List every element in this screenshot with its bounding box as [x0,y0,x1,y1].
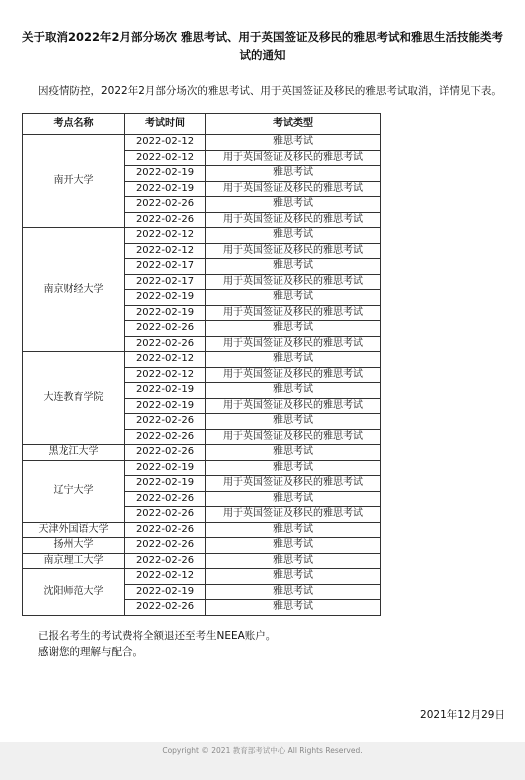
venue-name: 天津外国语大学 [23,522,125,538]
exam-type: 雅思考试 [206,584,381,600]
exam-type: 雅思考试 [206,414,381,430]
exam-type: 雅思考试 [206,290,381,306]
exam-type: 用于英国签证及移民的雅思考试 [206,476,381,492]
exam-date: 2022-02-19 [125,166,206,182]
exam-date: 2022-02-26 [125,429,206,445]
thanks-note: 感谢您的理解与配合。 [38,646,143,658]
exam-type: 用于英国签证及移民的雅思考试 [206,212,381,228]
exam-date: 2022-02-12 [125,569,206,585]
table-row [23,228,381,244]
exam-type: 用于英国签证及移民的雅思考试 [206,243,381,259]
exam-date: 2022-02-26 [125,522,206,538]
exam-type: 雅思考试 [206,522,381,538]
table-header-row [23,114,381,135]
exam-date: 2022-02-26 [125,538,206,554]
exam-type: 雅思考试 [206,166,381,182]
exam-date: 2022-02-12 [125,243,206,259]
refund-note: 已报名考生的考试费将全额退还至考生NEEA账户。 [38,630,277,642]
table-row [23,538,381,554]
header-venue: 考点名称 [23,114,125,135]
notice-date: 2021年12月29日 [420,709,505,721]
exam-date: 2022-02-26 [125,507,206,523]
table-row [23,460,381,476]
exam-type: 雅思考试 [206,538,381,554]
exam-type: 用于英国签证及移民的雅思考试 [206,429,381,445]
exam-date: 2022-02-26 [125,600,206,616]
table-row [23,569,381,585]
table-row [23,352,381,368]
exam-type: 雅思考试 [206,135,381,151]
exam-date: 2022-02-26 [125,336,206,352]
exam-type: 雅思考试 [206,460,381,476]
exam-date: 2022-02-12 [125,135,206,151]
exam-type: 用于英国签证及移民的雅思考试 [206,367,381,383]
exam-date: 2022-02-17 [125,259,206,275]
header-date: 考试时间 [125,114,206,135]
venue-name: 南京理工大学 [23,553,125,569]
exam-date: 2022-02-17 [125,274,206,290]
table-row [23,445,381,461]
exam-type: 用于英国签证及移民的雅思考试 [206,181,381,197]
cancellation-table [22,113,381,616]
exam-type: 雅思考试 [206,491,381,507]
table-row [23,553,381,569]
exam-date: 2022-02-19 [125,398,206,414]
exam-date: 2022-02-12 [125,228,206,244]
exam-type: 雅思考试 [206,445,381,461]
exam-type: 雅思考试 [206,352,381,368]
exam-date: 2022-02-19 [125,476,206,492]
exam-type: 雅思考试 [206,321,381,337]
venue-name: 辽宁大学 [23,460,125,522]
exam-date: 2022-02-26 [125,197,206,213]
exam-type: 雅思考试 [206,259,381,275]
exam-date: 2022-02-26 [125,212,206,228]
table-row [23,522,381,538]
notice-intro: 因疫情防控，2022年2月部分场次的雅思考试、用于英国签证及移民的雅思考试取消，详情见下表。 [38,85,502,97]
exam-type: 雅思考试 [206,197,381,213]
copyright-footer: Copyright © 2021 教育部考试中心 All Rights Reserved. [162,746,363,755]
exam-date: 2022-02-19 [125,305,206,321]
venue-name: 黑龙江大学 [23,445,125,461]
exam-date: 2022-02-19 [125,290,206,306]
venue-name: 大连教育学院 [23,352,125,445]
venue-name: 扬州大学 [23,538,125,554]
exam-date: 2022-02-19 [125,383,206,399]
header-type: 考试类型 [206,114,381,135]
exam-date: 2022-02-12 [125,352,206,368]
exam-date: 2022-02-26 [125,491,206,507]
exam-type: 雅思考试 [206,600,381,616]
exam-type: 雅思考试 [206,383,381,399]
table-row [23,135,381,151]
exam-type: 雅思考试 [206,569,381,585]
exam-date: 2022-02-26 [125,445,206,461]
exam-date: 2022-02-12 [125,367,206,383]
exam-date: 2022-02-12 [125,150,206,166]
exam-type: 用于英国签证及移民的雅思考试 [206,305,381,321]
venue-name: 沈阳师范大学 [23,569,125,616]
exam-date: 2022-02-26 [125,553,206,569]
venue-name: 南开大学 [23,135,125,228]
exam-type: 用于英国签证及移民的雅思考试 [206,398,381,414]
exam-date: 2022-02-19 [125,460,206,476]
exam-type: 用于英国签证及移民的雅思考试 [206,507,381,523]
exam-type: 用于英国签证及移民的雅思考试 [206,274,381,290]
exam-type: 用于英国签证及移民的雅思考试 [206,336,381,352]
exam-type: 雅思考试 [206,553,381,569]
venue-name: 南京财经大学 [23,228,125,352]
exam-date: 2022-02-19 [125,181,206,197]
exam-date: 2022-02-26 [125,321,206,337]
notice-title: 关于取消2022年2月部分场次 雅思考试、用于英国签证及移民的雅思考试和雅思生活技能类考试的通知 [21,30,503,62]
exam-type: 雅思考试 [206,228,381,244]
exam-date: 2022-02-19 [125,584,206,600]
exam-type: 用于英国签证及移民的雅思考试 [206,150,381,166]
exam-date: 2022-02-26 [125,414,206,430]
